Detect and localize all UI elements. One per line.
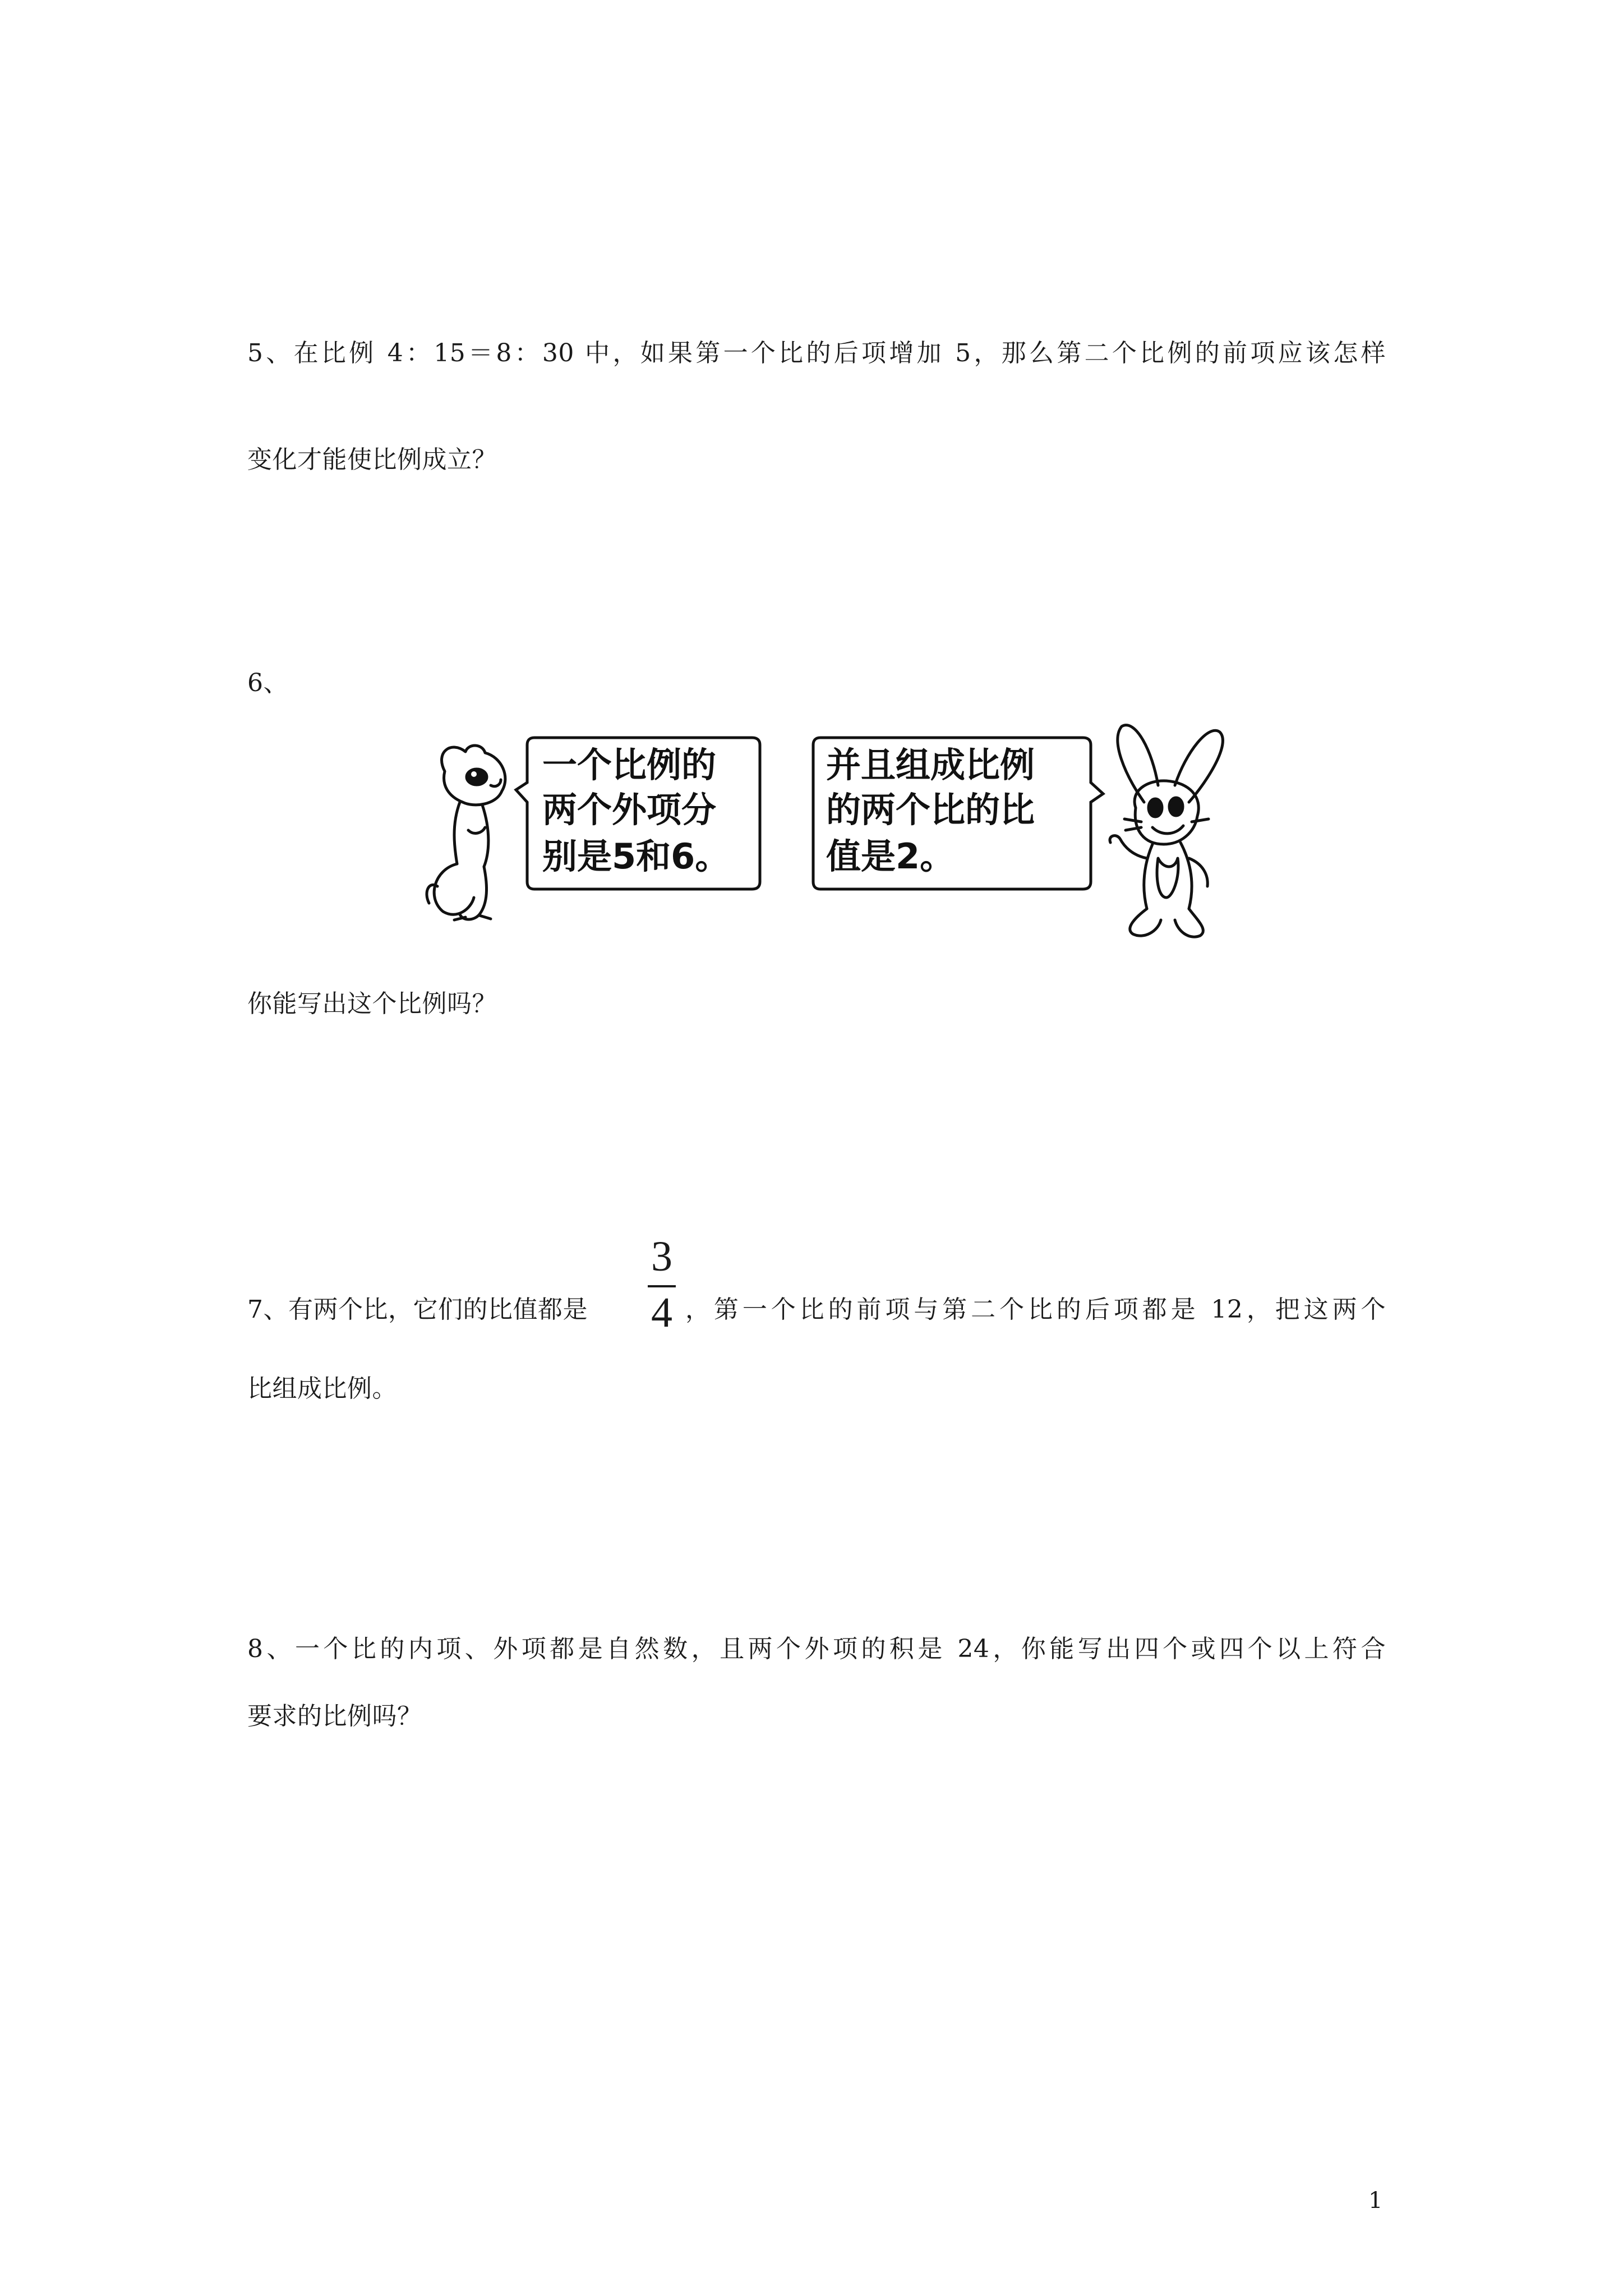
q7-line-1-start: 7、有两个比，它们的比值都是 [247, 1295, 588, 1324]
q8-line-1: 8、一个比的内项、外项都是自然数，且两个外项的积是 24，你能写出四个或四个以上符合 [247, 1635, 1386, 1663]
q7-line-1-end: ，第一个比的前项与第二个比的后项都是 12，把这两个 [685, 1295, 1386, 1324]
left-bubble-line-3: 别是5和6。 [542, 836, 730, 877]
page-number: 1 [1368, 2188, 1383, 2214]
rabbit-drawing [1110, 725, 1223, 937]
q6-label: 6、 [247, 669, 288, 697]
left-speech-bubble [516, 738, 760, 889]
fraction-numerator: 3 [651, 1233, 672, 1280]
q6-illustration [412, 718, 1242, 954]
right-bubble-line-1: 并且组成比例 [826, 744, 1035, 785]
fraction-denominator: 4 [651, 1289, 672, 1336]
left-bubble-line-2: 两个外项分 [542, 789, 717, 830]
q6-question: 你能写出这个比例吗？ [247, 990, 497, 1018]
small-bunny-drawing [427, 746, 505, 920]
q7-line-2: 比组成比例。 [247, 1374, 397, 1403]
right-bubble-line-3: 值是2。 [826, 836, 955, 877]
left-bubble-line-1: 一个比例的 [542, 744, 717, 785]
q5-line-1: 5、在比例 4：15＝8：30 中，如果第一个比的后项增加 5，那么第二个比例的前项应该怎样 [247, 339, 1386, 367]
q8-line-2: 要求的比例吗？ [247, 1702, 422, 1731]
right-speech-bubble [813, 738, 1103, 889]
q5-line-2: 变化才能使比例成立？ [247, 445, 497, 474]
right-bubble-line-2: 的两个比的比 [826, 789, 1035, 830]
